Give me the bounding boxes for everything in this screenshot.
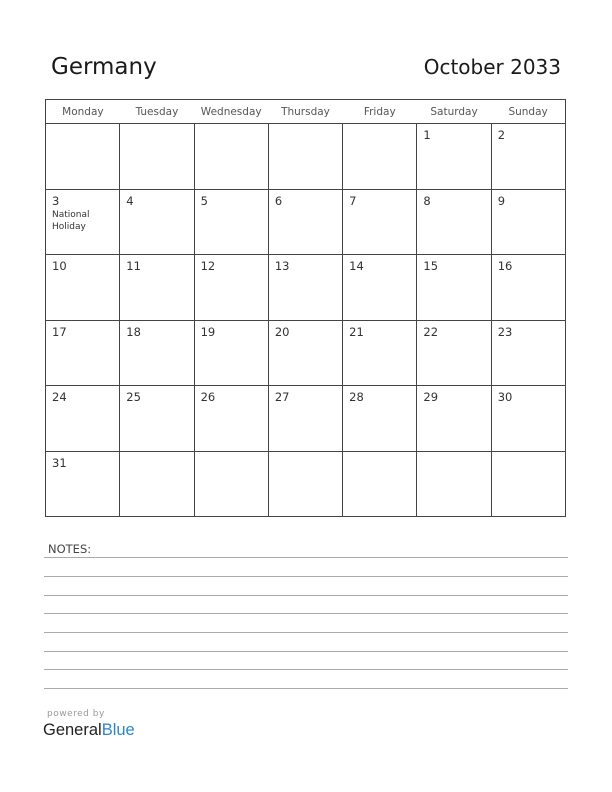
weekday-thursday: Thursday (268, 100, 342, 124)
notes-line (44, 557, 568, 558)
day-number: 14 (349, 259, 364, 273)
day-number: 9 (497, 193, 506, 208)
day-cell (268, 124, 342, 190)
month-year-title: October 2033 (423, 55, 561, 79)
day-number: 5 (200, 193, 208, 208)
day-cell (491, 255, 565, 321)
logo-general-text: General (43, 721, 102, 739)
day-number: 4 (126, 193, 134, 208)
weekday-friday: Friday (343, 100, 417, 124)
weekday-wednesday: Wednesday (194, 100, 268, 124)
day-number: 24 (52, 390, 67, 404)
country-title: Germany (51, 54, 157, 80)
weekday-monday: Monday (46, 100, 120, 124)
calendar-week-row (46, 255, 566, 321)
day-cell (194, 451, 268, 517)
day-cell (417, 124, 491, 190)
day-cell (120, 451, 194, 517)
day-number: 25 (126, 390, 141, 404)
powered-by-text: powered by (47, 709, 105, 719)
day-cell (343, 320, 417, 386)
day-number: 15 (423, 259, 439, 273)
day-cell (417, 189, 491, 255)
day-number: 10 (52, 259, 67, 273)
day-number: 13 (274, 259, 290, 273)
day-cell (417, 320, 491, 386)
notes-line (44, 632, 568, 633)
day-number: 7 (349, 193, 357, 208)
day-cell (194, 124, 268, 190)
day-cell (491, 451, 565, 517)
day-cell (343, 189, 417, 255)
day-cell (268, 386, 342, 452)
day-cell (120, 124, 194, 190)
weekday-header-row (46, 100, 566, 124)
day-cell (120, 320, 194, 386)
day-number: 29 (423, 390, 439, 404)
weekday-sunday: Sunday (491, 100, 565, 124)
day-cell (343, 255, 417, 321)
day-cell (343, 386, 417, 452)
notes-line (44, 576, 568, 577)
day-number: 6 (274, 193, 283, 208)
day-number: 28 (349, 390, 364, 404)
day-cell (491, 320, 565, 386)
day-cell (343, 124, 417, 190)
day-number: 21 (349, 324, 364, 339)
calendar-week-row (46, 124, 566, 190)
day-cell (194, 386, 268, 452)
notes-line (44, 688, 568, 689)
notes-line (44, 669, 568, 670)
notes-line (44, 613, 568, 614)
holiday-label: National Holiday (52, 209, 90, 232)
day-cell (491, 189, 565, 255)
day-cell (120, 255, 194, 321)
day-number: 30 (497, 390, 513, 404)
day-number: 31 (52, 455, 67, 470)
weekday-saturday: Saturday (417, 100, 491, 124)
day-cell (120, 189, 194, 255)
notes-line (44, 595, 568, 596)
day-cell (120, 386, 194, 452)
day-cell (46, 255, 120, 321)
day-cell (46, 451, 120, 517)
day-cell (46, 124, 120, 190)
day-cell (491, 124, 565, 190)
generalblue-logo[interactable] (43, 721, 135, 740)
day-cell (46, 189, 120, 255)
day-cell (417, 451, 491, 517)
day-cell (46, 386, 120, 452)
day-number: 18 (126, 324, 141, 339)
day-number: 8 (423, 193, 431, 208)
notes-label: NOTES: (48, 542, 92, 556)
day-cell (417, 255, 491, 321)
day-number: 22 (423, 324, 439, 339)
calendar-week-row (46, 189, 566, 255)
day-number: 11 (126, 259, 141, 273)
day-cell (268, 255, 342, 321)
calendar-week-row (46, 320, 566, 386)
day-cell (268, 189, 342, 255)
day-number: 20 (274, 324, 290, 339)
day-cell (194, 255, 268, 321)
day-number: 27 (274, 390, 290, 404)
day-number: 23 (497, 324, 513, 339)
day-number: 3 (52, 193, 60, 208)
day-number: 19 (200, 324, 216, 339)
day-number: 16 (497, 259, 513, 273)
day-cell (194, 189, 268, 255)
day-cell (268, 451, 342, 517)
day-number: 1 (423, 128, 431, 142)
day-number: 26 (200, 390, 216, 404)
calendar-week-row (46, 451, 566, 517)
calendar-grid (45, 99, 566, 517)
weekday-tuesday: Tuesday (120, 100, 194, 124)
day-number: 2 (497, 128, 506, 142)
day-number: 12 (200, 259, 216, 273)
day-cell (343, 451, 417, 517)
day-number: 17 (52, 324, 67, 339)
day-cell (268, 320, 342, 386)
day-cell (491, 386, 565, 452)
day-cell (194, 320, 268, 386)
day-cell (417, 386, 491, 452)
calendar-week-row (46, 386, 566, 452)
day-cell (46, 320, 120, 386)
logo-blue-text: Blue (101, 721, 135, 739)
notes-line (44, 651, 568, 652)
